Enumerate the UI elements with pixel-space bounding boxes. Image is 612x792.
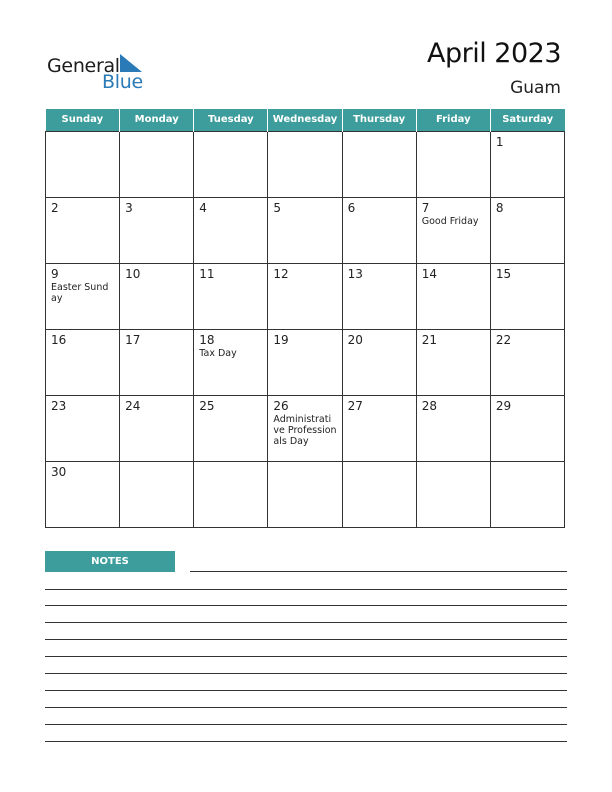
day-number: 6: [347, 200, 356, 215]
day-number: 5: [273, 200, 282, 215]
day-number: 19: [273, 332, 289, 347]
notes-line: [45, 673, 567, 674]
day-cell: [46, 395, 120, 461]
day-cell: [46, 263, 120, 329]
day-cell: [120, 131, 194, 197]
notes-line: [45, 690, 567, 691]
notes-line: [45, 741, 567, 742]
day-cell: [268, 197, 342, 263]
day-cell: [120, 263, 194, 329]
day-cell: [490, 197, 564, 263]
day-number: 17: [125, 332, 141, 347]
notes-line: [190, 571, 567, 572]
day-number: 18: [199, 332, 215, 347]
logo: [47, 52, 157, 92]
day-cell: [416, 131, 490, 197]
weekday-header-row: [46, 109, 565, 131]
day-cell: [490, 131, 564, 197]
day-number: 12: [273, 266, 289, 281]
day-number: 13: [347, 266, 363, 281]
logo-flag-icon: [120, 54, 142, 72]
weekday-header: Thursday: [342, 109, 416, 131]
weekday-header: Saturday: [490, 109, 564, 131]
day-number: 3: [125, 200, 133, 215]
day-cell: [342, 329, 416, 395]
calendar-grid: [45, 109, 565, 528]
day-number: 10: [125, 266, 141, 281]
day-cell: [46, 329, 120, 395]
notes-line: [45, 656, 567, 657]
day-cell: [490, 395, 564, 461]
day-cell: [268, 461, 342, 527]
page-title: April 2023: [426, 38, 561, 69]
day-cell: [490, 461, 564, 527]
logo-text-general: General: [47, 55, 120, 77]
day-cell: [120, 461, 194, 527]
day-cell: [194, 197, 268, 263]
day-cell: [194, 131, 268, 197]
week-row: [46, 197, 565, 263]
day-number: 16: [51, 332, 67, 347]
day-number: 15: [495, 266, 512, 281]
day-cell: [268, 131, 342, 197]
weekday-header: Friday: [416, 109, 490, 131]
day-number: 4: [199, 200, 207, 215]
region-label: Guam: [510, 78, 561, 98]
day-number: 24: [125, 398, 141, 413]
day-number: 27: [347, 398, 363, 413]
day-cell: [194, 263, 268, 329]
day-number: 2: [51, 200, 59, 215]
day-number: 30: [51, 464, 67, 479]
notes-line: [45, 707, 567, 708]
holiday-label: Tax Day: [199, 347, 237, 359]
day-number: 29: [495, 398, 512, 413]
week-row: [46, 461, 565, 527]
day-cell: [342, 263, 416, 329]
day-cell: [268, 395, 342, 461]
day-cell: [46, 197, 120, 263]
day-cell: [194, 329, 268, 395]
day-number: 25: [199, 398, 215, 413]
day-number: 22: [495, 332, 512, 347]
weekday-header: Wednesday: [268, 109, 342, 131]
day-cell: [416, 461, 490, 527]
notes-line: [45, 589, 567, 590]
day-cell: [342, 131, 416, 197]
day-number: 11: [199, 266, 215, 281]
day-cell: [120, 197, 194, 263]
notes-line: [45, 724, 567, 725]
holiday-label: Easter Sunday: [51, 281, 109, 304]
day-number: 26: [273, 398, 289, 413]
weekday-header: Sunday: [46, 109, 120, 131]
day-number: 1: [495, 134, 504, 149]
day-cell: [342, 461, 416, 527]
day-number: 9: [51, 266, 59, 281]
day-cell: [416, 197, 490, 263]
day-cell: [120, 329, 194, 395]
notes-header: NOTES: [45, 551, 175, 572]
day-cell: [342, 395, 416, 461]
day-number: 23: [51, 398, 67, 413]
day-cell: [46, 131, 120, 197]
holiday-label: Good Friday: [421, 215, 479, 227]
day-number: 28: [421, 398, 437, 413]
week-row: [46, 131, 565, 197]
day-cell: [490, 329, 564, 395]
week-row: [46, 263, 565, 329]
notes-line: [45, 622, 567, 623]
day-cell: [416, 329, 490, 395]
day-number: 7: [421, 200, 430, 215]
week-row: [46, 395, 565, 461]
day-cell: [120, 395, 194, 461]
day-cell: [416, 395, 490, 461]
day-number: 14: [421, 266, 437, 281]
day-cell: [342, 197, 416, 263]
holiday-label: Administrative Professionals Day: [273, 413, 337, 447]
day-cell: [490, 263, 564, 329]
notes-line: [45, 639, 567, 640]
notes-line: [45, 605, 567, 606]
weekday-header: Monday: [120, 109, 194, 131]
day-number: 20: [347, 332, 363, 347]
weekday-header: Tuesday: [194, 109, 268, 131]
day-cell: [194, 395, 268, 461]
day-cell: [416, 263, 490, 329]
day-number: 8: [495, 200, 504, 215]
week-row: [46, 329, 565, 395]
logo-text-blue: Blue: [102, 71, 143, 93]
day-cell: [268, 329, 342, 395]
day-cell: [194, 461, 268, 527]
day-number: 21: [421, 332, 437, 347]
day-cell: [46, 461, 120, 527]
day-cell: [268, 263, 342, 329]
